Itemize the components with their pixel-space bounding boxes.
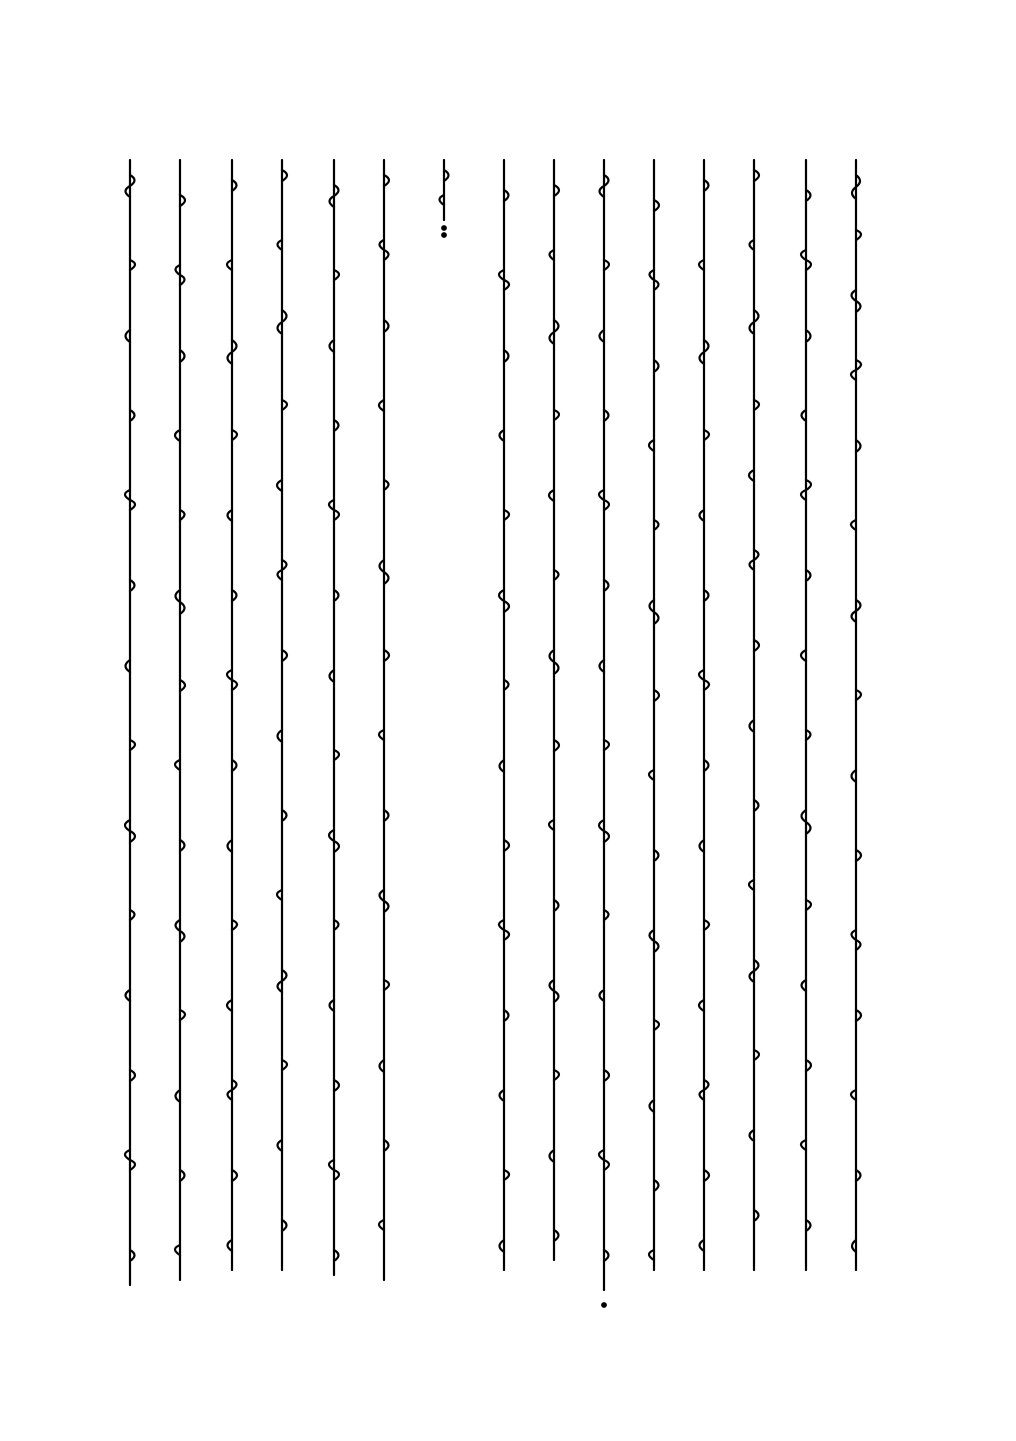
text-column-9 (426, 0, 466, 1441)
text-line-5-glyphs (636, 0, 676, 1441)
text-column-11 (316, 0, 356, 1441)
text-column-8 (486, 0, 526, 1441)
text-line-4-glyphs (686, 0, 726, 1441)
text-line-2-glyphs (788, 0, 828, 1441)
text-line-7-glyphs (536, 0, 576, 1441)
text-column-5 (636, 0, 676, 1441)
text-column-4 (686, 0, 726, 1441)
text-line-13-glyphs (214, 0, 254, 1441)
text-line-9-glyphs (426, 0, 466, 1441)
text-line-14-glyphs (162, 0, 202, 1441)
text-line-15-glyphs (112, 0, 152, 1441)
text-column-12 (264, 0, 304, 1441)
text-column-2 (788, 0, 828, 1441)
text-column-3 (736, 0, 776, 1441)
text-column-7 (536, 0, 576, 1441)
text-line-1-glyphs (838, 0, 878, 1441)
text-line-11-glyphs (316, 0, 356, 1441)
text-column-1 (838, 0, 878, 1441)
text-line-3-glyphs (736, 0, 776, 1441)
text-line-8-glyphs (486, 0, 526, 1441)
text-column-10 (366, 0, 406, 1441)
text-column-15 (112, 0, 152, 1441)
text-line-10-glyphs (366, 0, 406, 1441)
text-line-6-glyphs (586, 0, 626, 1441)
text-line-12-glyphs (264, 0, 304, 1441)
text-column-6 (586, 0, 626, 1441)
text-column-14 (162, 0, 202, 1441)
text-column-13 (214, 0, 254, 1441)
